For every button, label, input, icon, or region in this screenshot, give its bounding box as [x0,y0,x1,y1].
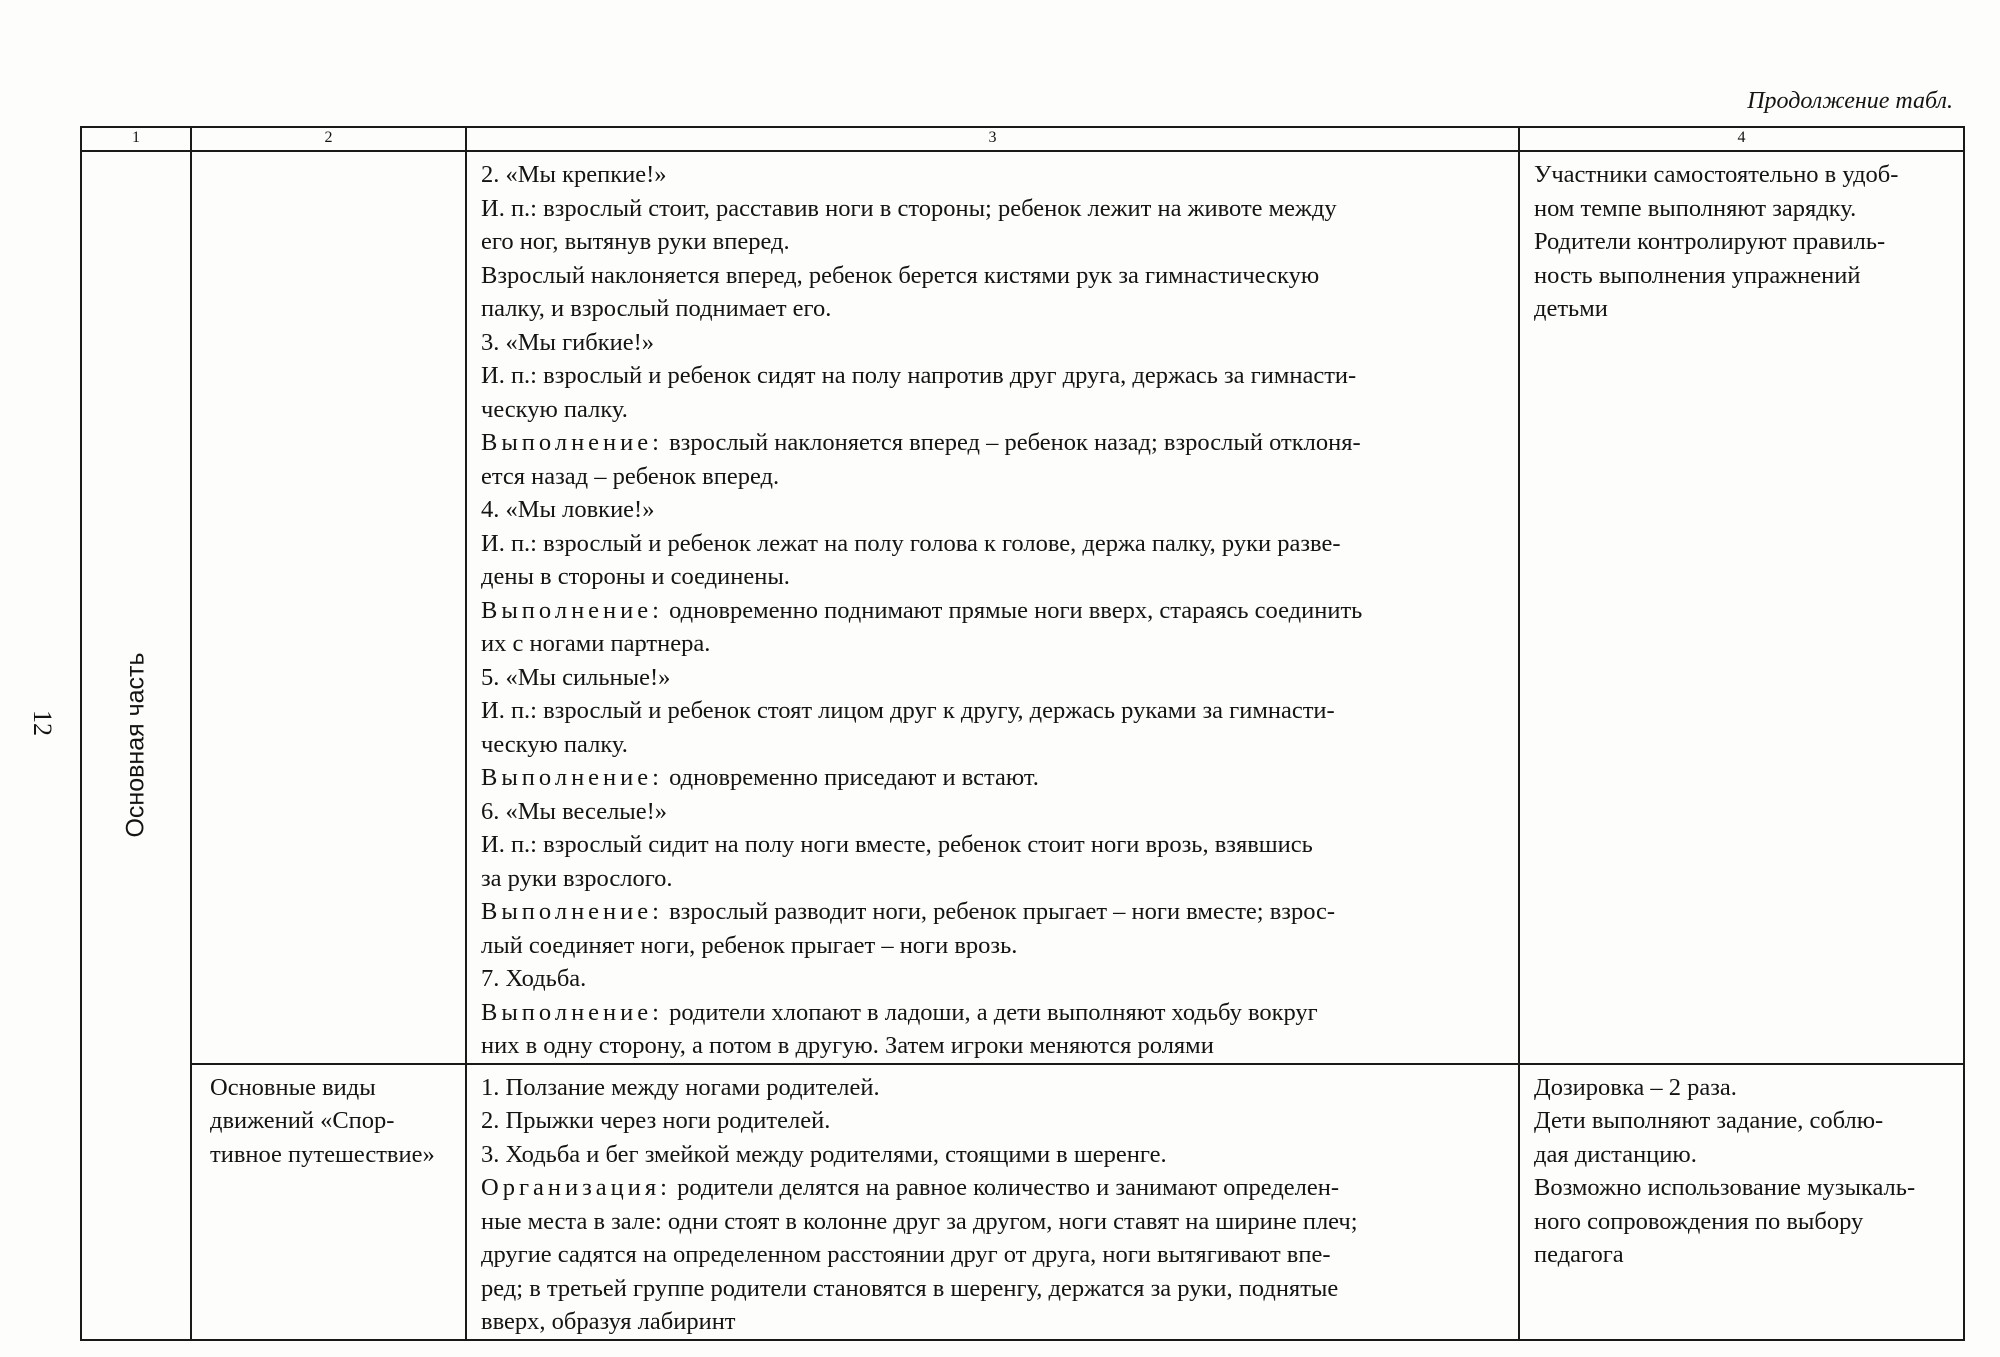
exercise-line: дены в стороны и соединены. [481,563,790,590]
note-line: Родители контролируют правиль- [1534,228,1886,255]
note-line: Дети выполняют задание, соблю- [1534,1107,1884,1134]
exercise-line: Выполнение: одновременно приседают и встают. [481,764,1039,791]
table-row [81,151,1964,1064]
exercise-title: 5. «Мы сильные!» [481,663,671,691]
note-line: Дозировка – 2 раза. [1534,1073,1737,1101]
exercise-line: Выполнение: взрослый разводит ноги, ребенок прыгает – ноги вместе; взрос- [481,898,1336,925]
exercise-line: И. п.: взрослый и ребенок стоят лицом друг к другу, держась руками за гимнасти- [481,697,1335,724]
execution-label: Выполнение: [481,429,663,456]
note-line: ность выполнения упражнений [1534,261,1861,289]
exercise-line: И. п.: взрослый и ребенок сидят на полу напротив друг друга, держась за гимнасти- [481,362,1357,389]
category-line: движений «Спор- [210,1107,395,1134]
row1-category [192,152,465,158]
category-line: тивное путешествие» [210,1140,435,1168]
note-line: педагога [1534,1241,1624,1268]
row2-notes-cell [1519,1064,1964,1340]
row2-content [467,1065,1518,1339]
column-number-3: 3 [466,127,1519,151]
continuation-label: Продолжение табл. [1747,88,1953,114]
row1-content [467,152,1518,1063]
organization-label: Организация: [481,1174,671,1201]
exercise-title: 7. Ходьба. [481,965,587,992]
organization-line: Организация: родители делятся на равное количество и занимают определен- [481,1174,1340,1201]
column-number-2: 2 [191,127,466,151]
execution-label: Выполнение: [481,898,663,925]
exercise-line: палку, и взрослый поднимает его. [481,295,832,322]
exercise-line: И. п.: взрослый стоит, расставив ноги в стороны; ребенок лежит на животе между [481,194,1337,222]
execution-label: Выполнение: [481,998,663,1026]
row2-category-cell [191,1064,466,1340]
section-label: Основная часть [121,652,150,838]
exercise-title: 6. «Мы веселые!» [481,797,668,825]
row1-content-cell [466,151,1519,1064]
note-line: ном темпе выполняют зарядку. [1534,194,1857,222]
exercise-line: его ног, вытянув руки вперед. [481,228,790,255]
column-number-1: 1 [81,127,191,151]
exercise-line: их с ногами партнера. [481,630,711,657]
row2-notes [1520,1065,1963,1272]
column-number-row [81,127,1964,151]
row1-category-cell [191,151,466,1064]
column-number-4: 4 [1519,127,1964,151]
exercise-line: И. п.: взрослый и ребенок лежат на полу голова к голове, держа палку, руки разве- [481,529,1341,557]
organization-line: вверх, образуя лабиринт [481,1308,736,1335]
list-item: 2. Прыжки через ноги родителей. [481,1107,831,1134]
organization-line: ные места в зале: одни стоят в колонне друг за другом, ноги ставят на ширине плеч; [481,1207,1358,1235]
category-line: Основные виды [210,1073,376,1101]
note-line: дая дистанцию. [1534,1140,1697,1168]
note-line: ного сопровождения по выбору [1534,1207,1864,1235]
exercise-line: Взрослый наклоняется вперед, ребенок берется кистями рук за гимнастическую [481,261,1320,289]
exercise-title: 3. «Мы гибкие!» [481,328,655,356]
exercise-line: ческую палку. [481,395,628,423]
exercise-title: 4. «Мы ловкие!» [481,496,655,523]
exercise-table [80,126,1965,1341]
row2-content-cell [466,1064,1519,1340]
exercise-line: них в одну сторону, а потом в другую. Затем игроки меняются ролями [481,1032,1214,1059]
exercise-line: ется назад – ребенок вперед. [481,462,780,490]
row1-notes-cell [1519,151,1964,1064]
exercise-line: за руки взрослого. [481,864,673,892]
exercise-line: Выполнение: одновременно поднимают прямые ноги вверх, стараясь соединить [481,596,1363,624]
exercise-line: Выполнение: взрослый наклоняется вперед – ребенок назад; взрослый отклоня- [481,429,1361,456]
note-line: Возможно использование музыкаль- [1534,1174,1916,1201]
row2-category [192,1065,465,1172]
execution-label: Выполнение: [481,596,663,624]
list-item: 1. Ползание между ногами родителей. [481,1073,880,1101]
page-number: 12 [28,710,57,736]
exercise-line: ческую палку. [481,730,628,758]
organization-line: ред; в третьей группе родители становятся в шеренгу, держатся за руки, поднятые [481,1274,1339,1302]
execution-label: Выполнение: [481,764,663,791]
section-cell [81,151,191,1340]
exercise-line: лый соединяет ноги, ребенок прыгает – ноги врозь. [481,931,1018,959]
exercise-title: 2. «Мы крепкие!» [481,161,667,188]
exercise-line: И. п.: взрослый сидит на полу ноги вместе, ребенок стоит ноги врозь, взявшись [481,831,1313,858]
organization-line: другие садятся на определенном расстоянии друг от друга, ноги вытягивают впе- [481,1241,1331,1268]
list-item: 3. Ходьба и бег змейкой между родителями, стоящими в шеренге. [481,1140,1167,1168]
exercise-line: Выполнение: родители хлопают в ладоши, а дети выполняют ходьбу вокруг [481,998,1318,1026]
note-line: детьми [1534,295,1608,322]
table-row [81,1064,1964,1340]
note-line: Участники самостоятельно в удоб- [1534,161,1899,188]
row1-notes [1520,152,1963,326]
